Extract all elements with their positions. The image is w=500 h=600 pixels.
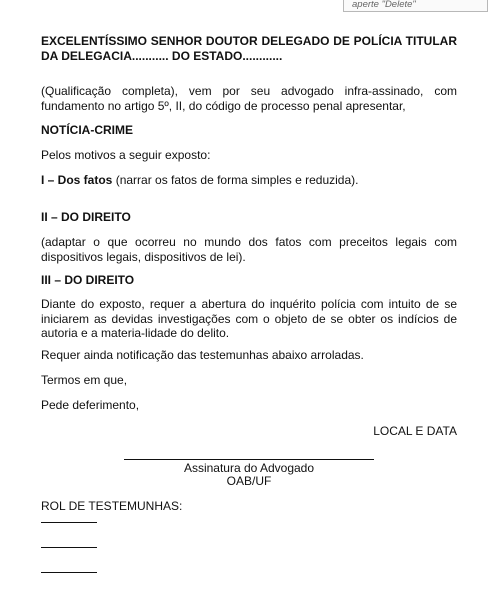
fatos-text: (narrar os fatos de forma simples e reduzida). (112, 173, 359, 187)
signature-line (124, 459, 374, 460)
witness-line-1 (41, 522, 97, 523)
notificacao-paragraph: Requer ainda notificação das testemunhas abaixo arroladas. (41, 348, 364, 362)
hint-text: aperte "Delete" (352, 0, 416, 10)
intro-paragraph: (Qualificação completa), vem por seu advogado infra-assinado, com fundamento no artigo 5º, II, do código de processo penal apresentar, (41, 84, 457, 113)
fatos-heading: I – Dos fatos (41, 173, 113, 187)
witness-line-3 (41, 572, 97, 573)
noticia-crime-heading: NOTÍCIA-CRIME (41, 123, 133, 137)
direito-paragraph: (adaptar o que ocorreu no mundo dos fatos com preceitos legais com dispositivos legais, dispositivos de lei). (41, 235, 457, 264)
signature-label: Assinatura do Advogado (183, 461, 315, 475)
document-title: EXCELENTÍSSIMO SENHOR DOUTOR DELEGADO DE POLÍCIA TITULAR DA DELEGACIA........... DO ESTADO............ (41, 34, 457, 63)
motivos-paragraph: Pelos motivos a seguir exposto: (41, 148, 211, 162)
fatos-paragraph (41, 173, 457, 188)
oab-label: OAB/UF (226, 474, 272, 488)
termos-paragraph: Termos em que, (41, 373, 128, 387)
exposto-paragraph: Diante do exposto, requer a abertura do inquérito polícia com intuito de se iniciarem as devidas investigações com o objeto de se obter os indícios de autoria e a materia-lidade do delito. (41, 297, 457, 340)
hint-box (343, 0, 488, 12)
direito3-heading: III – DO DIREITO (41, 273, 135, 287)
pede-paragraph: Pede deferimento, (41, 398, 140, 412)
local-data: LOCAL E DATA (373, 424, 457, 438)
rol-testemunhas-heading: ROL DE TESTEMUNHAS: (41, 499, 183, 513)
witness-line-2 (41, 547, 97, 548)
direito-heading: II – DO DIREITO (41, 210, 131, 224)
